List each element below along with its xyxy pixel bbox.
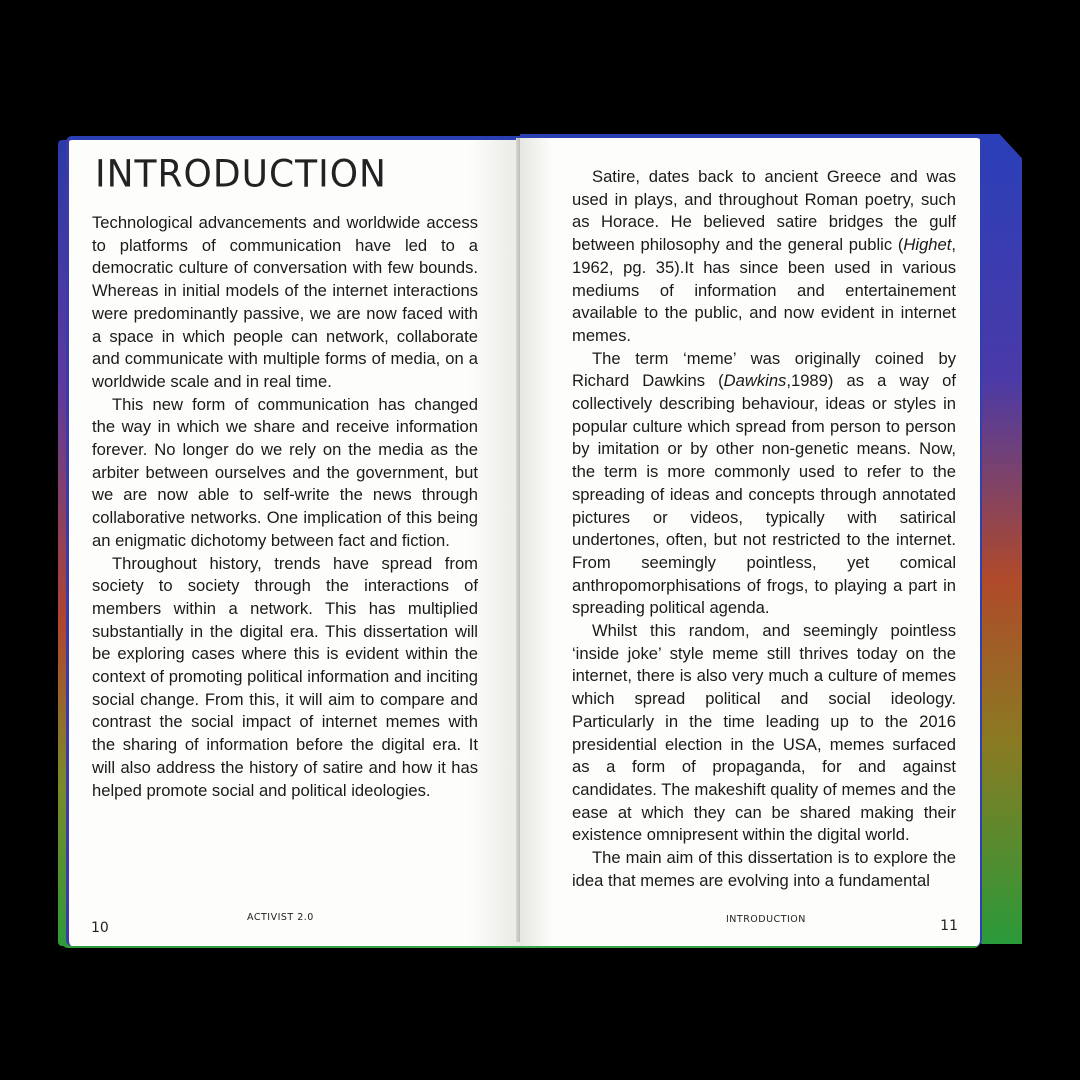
page-number-left: 10 xyxy=(91,920,109,936)
left-page xyxy=(66,136,523,946)
text-run: , 1962, pg. 35).It has since been used in various mediums of information and entertainement available to the public, and now evident in internet memes. xyxy=(572,235,956,345)
right-page xyxy=(520,134,982,946)
chapter-title: INTRODUCTION xyxy=(95,152,387,197)
citation-author: Highet xyxy=(903,235,952,255)
running-head-right: INTRODUCTION xyxy=(726,914,806,925)
text-run: Satire, dates back to ancient Greece and was used in plays, and throughout Roman poetry, such as Horace. He believed satire bridges the gulf between philosophy and the general public ( xyxy=(572,167,956,255)
paragraph: This new form of communication has changed the way in which we share and receive information forever. No longer do we rely on the media as the arbiter between ourselves and the government, but we are now able to self-write the news through collaborative networks. One implication of this being an enigmatic dichotomy between fact and fiction. xyxy=(92,394,478,550)
citation-author: Dawkins xyxy=(723,371,787,391)
text-run: The term ‘meme’ was originally coined by Richard Dawkins ( xyxy=(572,348,956,391)
right-body-text xyxy=(572,166,956,893)
paragraph: The main aim of this dissertation is to explore the idea that memes are evolving into a fundamental xyxy=(572,848,956,890)
left-body-text xyxy=(92,212,478,802)
page-number-right: 11 xyxy=(940,918,958,934)
paragraph xyxy=(572,166,956,348)
paragraph: Technological advancements and worldwide access to platforms of communication have led to a democratic culture of conversation with few bounds. Whereas in initial models of the internet interactions were predominantly passive, we are now faced with a space in which people can network, collaborate and communicate with multiple forms of media, on a worldwide scale and in real time. xyxy=(92,213,478,391)
text-run: ,1989) as a way of collectively describing behaviour, ideas or styles in popular culture which spread from person to person by imitation or by other non-genetic means. Now, the term is more commonly used to refer to the spreading of ideas and concepts through annotated pictures or videos, typically with satirical undertones, often, but not restricted to the internet. From seemingly pointless, yet comical anthropomorphisations of frogs, to playing a part in spreading political agenda. xyxy=(572,371,956,618)
paragraph: Throughout history, trends have spread from society to society through the interactions of members within a network. This has multiplied substantially in the digital era. This dissertation will be exploring cases where this is evident within the context of promoting political information and inciting social change. From this, it will aim to compare and contrast the social impact of internet memes with the sharing of information before the digital era. It will also address the history of satire and how it has helped promote social and political ideologies. xyxy=(92,553,478,800)
paragraph: Whilst this random, and seemingly pointless ‘inside joke’ style meme still thrives today on the internet, there is also very much a culture of memes which spread political and social ideology. Particularly in the time leading up to the 2016 presidential election in the USA, memes surfaced as a form of propaganda, for and against candidates. The makeshift quality of memes and the ease at which they can be shared making their existence omnipresent within the digital world. xyxy=(572,621,956,845)
running-head-left: ACTIVIST 2.0 xyxy=(247,912,314,923)
paragraph xyxy=(572,348,956,620)
